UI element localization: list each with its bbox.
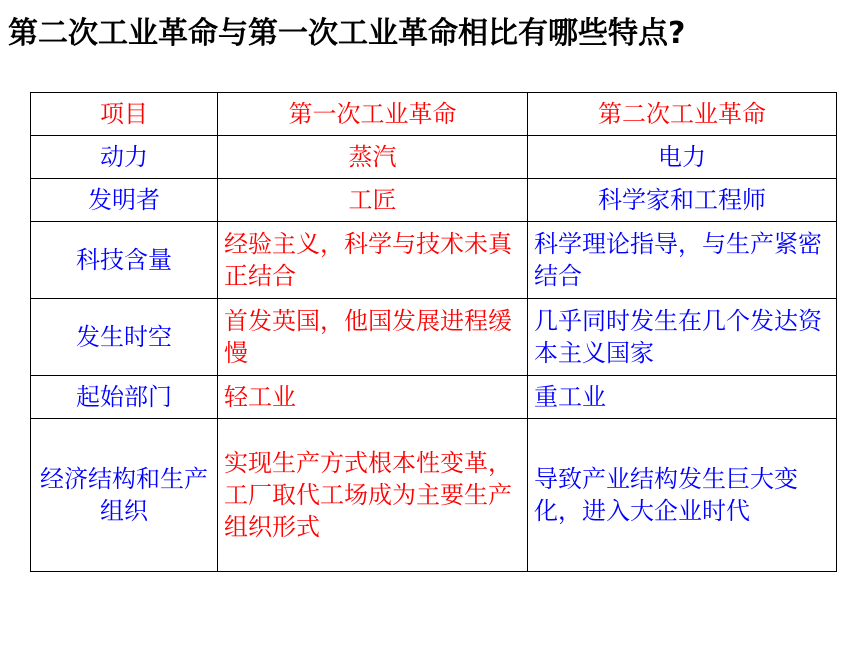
header-first-revolution: 第一次工业革命: [218, 93, 528, 136]
table-row: [31, 419, 837, 572]
row-label: 动力: [31, 136, 218, 179]
second-revolution-cell: 科学家和工程师: [528, 179, 837, 222]
first-revolution-cell: 轻工业: [218, 376, 528, 419]
second-revolution-cell: 科学理论指导，与生产紧密结合: [528, 222, 837, 299]
row-label: 发生时空: [31, 299, 218, 376]
first-revolution-cell: 经验主义，科学与技术未真正结合: [218, 222, 528, 299]
first-revolution-cell: 实现生产方式根本性变革，工厂取代工场成为主要生产组织形式: [218, 419, 528, 572]
table-row: [31, 299, 837, 376]
table-row: [31, 136, 837, 179]
row-label: 起始部门: [31, 376, 218, 419]
first-revolution-cell: 首发英国，他国发展进程缓慢: [218, 299, 528, 376]
table-row: [31, 222, 837, 299]
table-row: [31, 376, 837, 419]
second-revolution-cell: 重工业: [528, 376, 837, 419]
row-label: 发明者: [31, 179, 218, 222]
header-second-revolution: 第二次工业革命: [528, 93, 837, 136]
second-revolution-cell: 导致产业结构发生巨大变化，进入大企业时代: [528, 419, 837, 572]
second-revolution-cell: 电力: [528, 136, 837, 179]
row-label: 经济结构和生产组织: [31, 419, 218, 572]
first-revolution-cell: 蒸汽: [218, 136, 528, 179]
table-row: [31, 179, 837, 222]
slide-title: 第二次工业革命与第一次工业革命相比有哪些特点?: [8, 16, 686, 51]
row-label: 科技含量: [31, 222, 218, 299]
table-header-row: [31, 93, 837, 136]
comparison-table: [30, 92, 837, 572]
header-item: 项目: [31, 93, 218, 136]
first-revolution-cell: 工匠: [218, 179, 528, 222]
second-revolution-cell: 几乎同时发生在几个发达资本主义国家: [528, 299, 837, 376]
